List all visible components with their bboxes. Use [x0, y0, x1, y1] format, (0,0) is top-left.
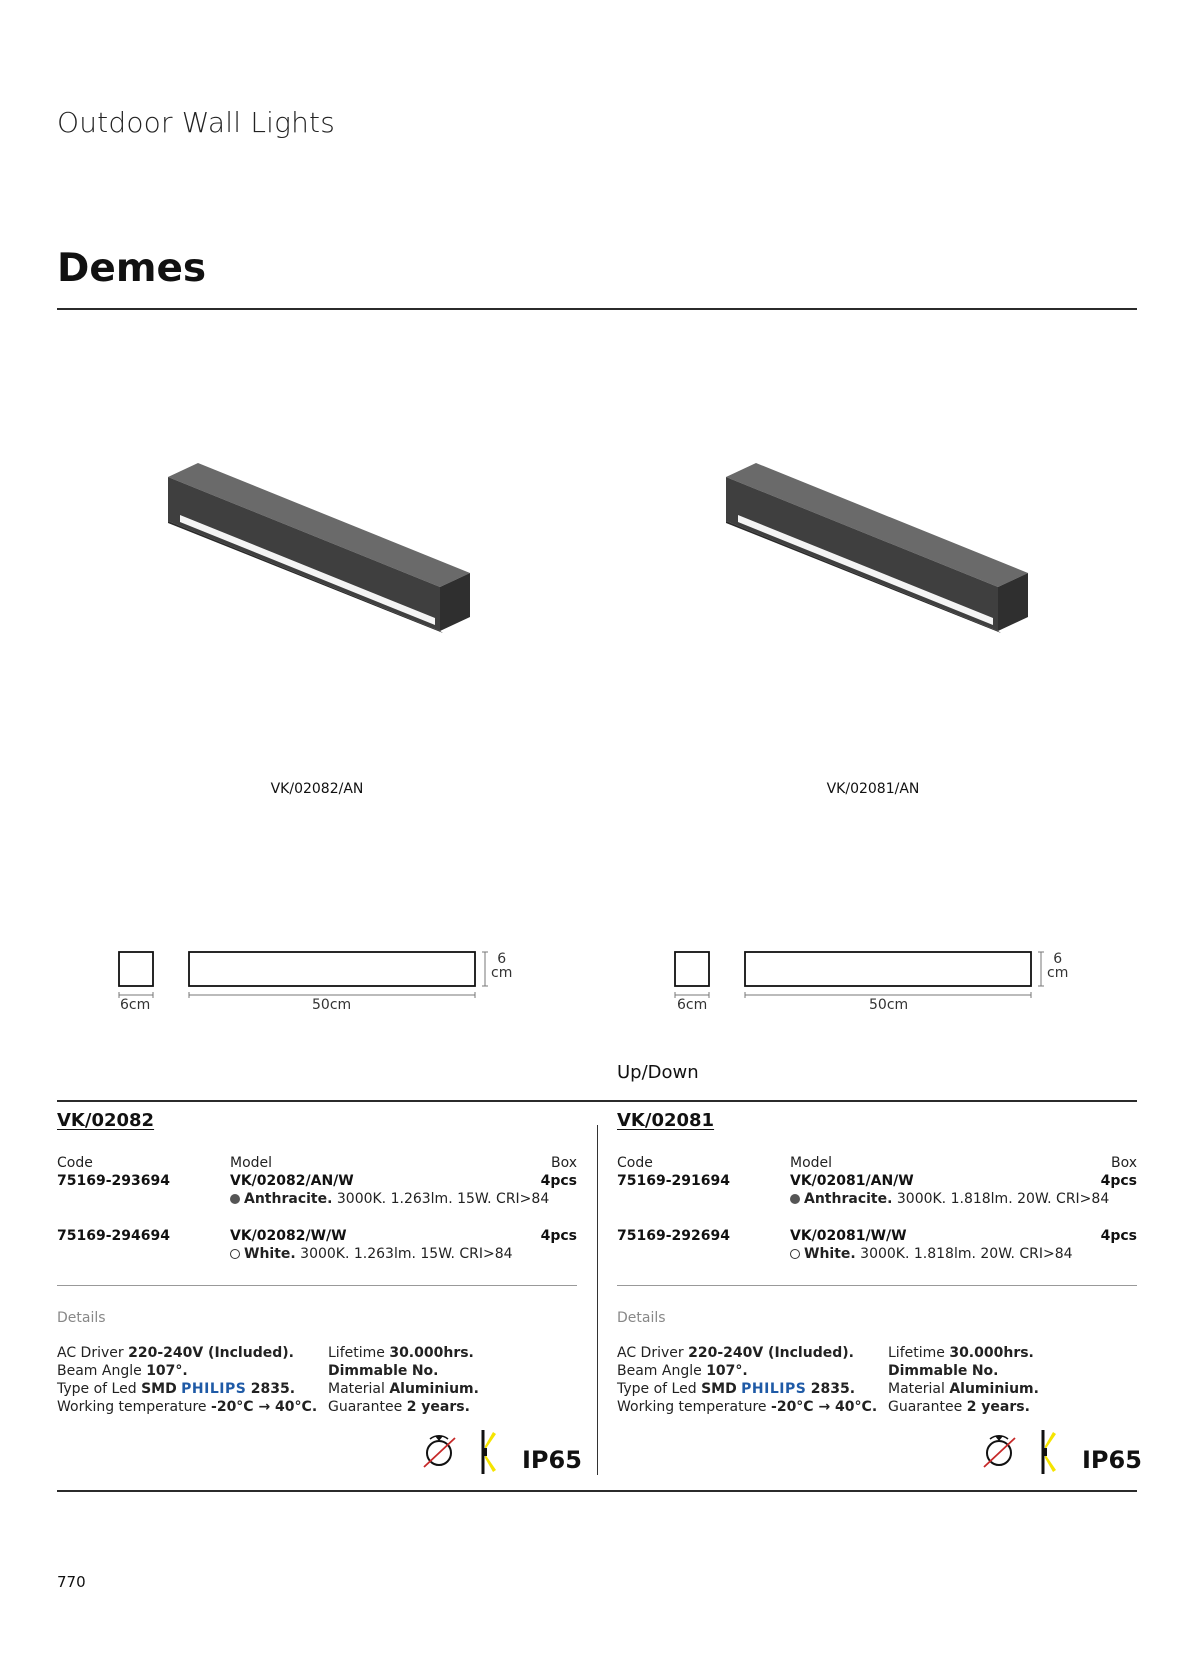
- variant-code: 75169-293694: [57, 1173, 170, 1189]
- spec-driver: AC Driver 220-240V (Included).: [617, 1345, 854, 1361]
- spec-guarantee: Guarantee 2 years.: [328, 1399, 470, 1415]
- variant-description: [230, 1191, 549, 1207]
- product-code-title: VK/02082: [57, 1110, 155, 1131]
- spec-working-temperature: Working temperature -20°C → 40°C.: [617, 1399, 878, 1415]
- details-label: Details: [617, 1310, 666, 1326]
- spec-lifetime: Lifetime 30.000hrs.: [888, 1345, 1034, 1361]
- variant-model: VK/02081/W/W: [790, 1228, 907, 1244]
- details-divider: [617, 1285, 1137, 1286]
- spec-led-type: Type of Led SMD PHILIPS 2835.: [57, 1381, 296, 1397]
- page-number: 770: [57, 1573, 86, 1591]
- ip-rating: IP65: [1082, 1446, 1142, 1474]
- header-model: Model: [230, 1155, 273, 1171]
- spec-bottom-divider: [57, 1490, 1137, 1492]
- spec-material: Material Aluminium.: [328, 1381, 479, 1397]
- spec-driver: AC Driver 220-240V (Included).: [57, 1345, 294, 1361]
- product-image-vk02082: [160, 455, 480, 640]
- image-caption-vk02082: VK/02082/AN: [270, 781, 364, 797]
- header-model: Model: [790, 1155, 833, 1171]
- light-direction-label: Up/Down: [617, 1062, 699, 1083]
- variant-finish: White.: [244, 1246, 296, 1262]
- variant-specs: 3000K. 1.263lm. 15W. CRI>84: [300, 1246, 513, 1262]
- dim-height-vk02082: [491, 952, 512, 980]
- ip-rating: IP65: [522, 1446, 582, 1474]
- variant-code: 75169-291694: [617, 1173, 730, 1189]
- spec-column-vk02081: [617, 1110, 1142, 1475]
- spec-lifetime: Lifetime 30.000hrs.: [328, 1345, 474, 1361]
- variant-model: VK/02082/W/W: [230, 1228, 347, 1244]
- up-down-light-icon: [1040, 1428, 1064, 1476]
- variant-box: 4pcs: [540, 1228, 577, 1244]
- up-down-light-icon: [480, 1428, 504, 1476]
- non-dimmable-icon: [979, 1430, 1019, 1470]
- column-divider: [597, 1125, 598, 1475]
- spec-top-divider: [57, 1100, 1137, 1102]
- variant-code: 75169-294694: [57, 1228, 170, 1244]
- variant-specs: 3000K. 1.818lm. 20W. CRI>84: [860, 1246, 1073, 1262]
- variant-description: [790, 1246, 1073, 1262]
- spec-beam-angle: Beam Angle 107°.: [57, 1363, 188, 1379]
- variant-box: 4pcs: [1100, 1173, 1137, 1189]
- spec-material: Material Aluminium.: [888, 1381, 1039, 1397]
- variant-description: [790, 1191, 1109, 1207]
- variant-model: VK/02082/AN/W: [230, 1173, 354, 1189]
- category-title: Outdoor Wall Lights: [57, 106, 336, 139]
- details-divider: [57, 1285, 577, 1286]
- variant-finish: White.: [804, 1246, 856, 1262]
- philips-brand: PHILIPS: [181, 1381, 247, 1397]
- variant-finish: Anthracite.: [244, 1191, 333, 1207]
- variant-code: 75169-292694: [617, 1228, 730, 1244]
- spec-dimmable: Dimmable No.: [888, 1363, 999, 1379]
- details-label: Details: [57, 1310, 106, 1326]
- anthracite-color-dot: [790, 1194, 800, 1204]
- product-code-title: VK/02081: [617, 1110, 715, 1131]
- dim-depth-vk02081: 6cm: [677, 997, 708, 1013]
- variant-box: 4pcs: [540, 1173, 577, 1189]
- dim-height-num: 6: [1053, 951, 1063, 967]
- non-dimmable-icon: [419, 1430, 459, 1470]
- variant-specs: 3000K. 1.263lm. 15W. CRI>84: [336, 1191, 550, 1207]
- title-divider: [57, 308, 1137, 310]
- dim-length-vk02081: 50cm: [869, 997, 909, 1013]
- dim-height-vk02081: [1047, 952, 1068, 980]
- dim-depth-vk02082: 6cm: [120, 997, 151, 1013]
- variant-box: 4pcs: [1100, 1228, 1137, 1244]
- dim-length-vk02082: 50cm: [312, 997, 352, 1013]
- white-color-dot: [790, 1249, 800, 1259]
- dim-height-unit: cm: [1047, 965, 1069, 981]
- product-family-title: Demes: [57, 246, 207, 291]
- spec-guarantee: Guarantee 2 years.: [888, 1399, 1030, 1415]
- variant-description: [230, 1246, 513, 1262]
- spec-dimmable: Dimmable No.: [328, 1363, 439, 1379]
- anthracite-color-dot: [230, 1194, 240, 1204]
- image-caption-vk02081: VK/02081/AN: [826, 781, 920, 797]
- dim-height-unit: cm: [491, 965, 513, 981]
- header-code: Code: [57, 1155, 93, 1171]
- white-color-dot: [230, 1249, 240, 1259]
- spec-working-temperature: Working temperature -20°C → 40°C.: [57, 1399, 318, 1415]
- spec-led-type: Type of Led SMD PHILIPS 2835.: [617, 1381, 856, 1397]
- dim-height-num: 6: [497, 951, 507, 967]
- variant-finish: Anthracite.: [804, 1191, 893, 1207]
- header-box: Box: [1110, 1155, 1137, 1171]
- spec-column-vk02082: [57, 1110, 582, 1475]
- philips-brand: PHILIPS: [741, 1381, 807, 1397]
- header-code: Code: [617, 1155, 653, 1171]
- header-box: Box: [550, 1155, 577, 1171]
- spec-beam-angle: Beam Angle 107°.: [617, 1363, 748, 1379]
- variant-model: VK/02081/AN/W: [790, 1173, 914, 1189]
- product-image-vk02081: [718, 455, 1038, 640]
- variant-specs: 3000K. 1.818lm. 20W. CRI>84: [896, 1191, 1110, 1207]
